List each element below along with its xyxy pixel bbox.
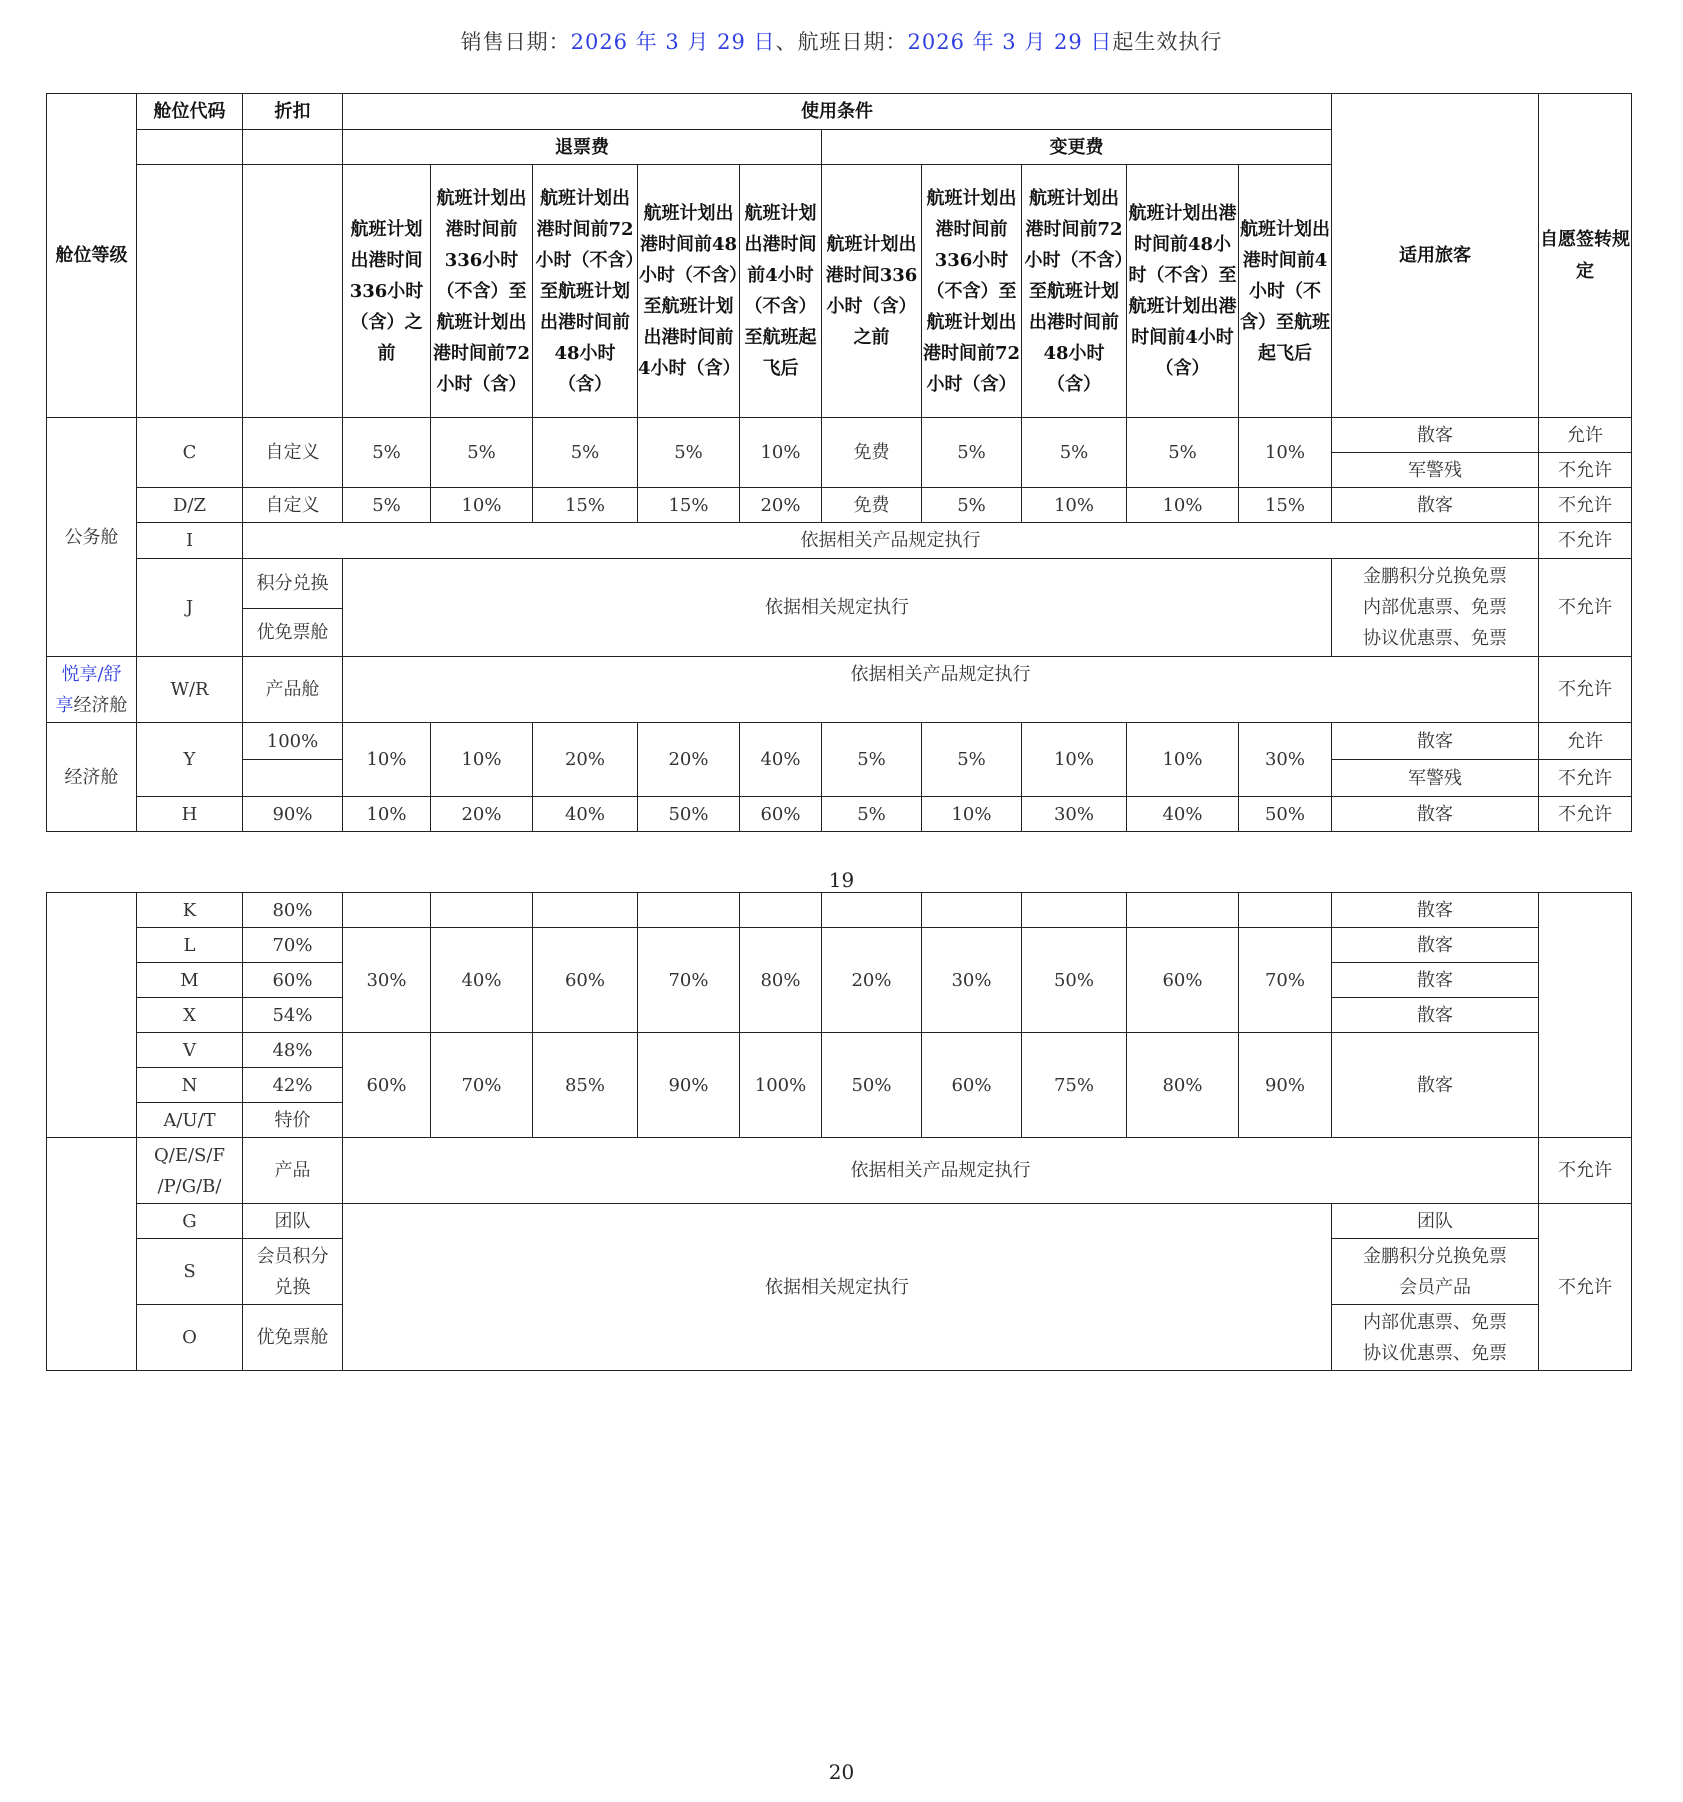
fee-cell: 90% — [638, 1033, 740, 1138]
discount-cell: 80% — [243, 893, 343, 928]
caption-prefix: 销售日期： — [460, 30, 571, 54]
passenger-cell: 散客 — [1332, 1033, 1539, 1138]
page-number-19: 19 — [828, 868, 855, 892]
endorse-cell: 不允许 — [1539, 453, 1632, 488]
fee-cell: 10% — [343, 723, 431, 797]
discount-cell: 自定义 — [243, 488, 343, 523]
discount-cell: 60% — [243, 963, 343, 998]
fee-cell: 20% — [431, 797, 533, 832]
fee-cell: 10% — [922, 797, 1022, 832]
discount-cell: 100% — [243, 723, 343, 760]
fee-cell-empty — [1127, 893, 1239, 928]
caption-suffix: 起生效执行 — [1112, 30, 1223, 54]
fee-cell: 50% — [638, 797, 740, 832]
passenger-cell: 散客 — [1332, 928, 1539, 963]
cabin-code: I — [137, 523, 243, 559]
fee-cell: 5% — [1127, 418, 1239, 488]
refund-col-1: 航班计划出港时间336小时（含）之前 — [343, 165, 431, 418]
endorse-cell: 不允许 — [1539, 657, 1632, 723]
fee-cell-empty — [533, 893, 638, 928]
fee-cell: 免费 — [822, 488, 922, 523]
passenger-line: 内部优惠票、免票 — [1363, 1311, 1507, 1333]
premium-label-part: 悦享/舒 — [61, 663, 122, 685]
fee-cell: 60% — [1127, 928, 1239, 1033]
discount-cell: 42% — [243, 1068, 343, 1103]
fee-cell: 10% — [1022, 723, 1127, 797]
premium-label-part: 享 — [55, 694, 74, 716]
fee-cell: 75% — [1022, 1033, 1127, 1138]
fee-cell: 10% — [1127, 723, 1239, 797]
header-empty — [137, 165, 243, 418]
discount-cell: 产品舱 — [243, 657, 343, 723]
fee-cell: 90% — [1239, 1033, 1332, 1138]
header-conditions: 使用条件 — [343, 94, 1332, 130]
cabin-code: L — [137, 928, 243, 963]
fee-cell: 30% — [922, 928, 1022, 1033]
effective-date-caption — [0, 26, 1683, 56]
fee-cell: 5% — [343, 418, 431, 488]
endorse-cell: 不允许 — [1539, 523, 1632, 559]
fee-cell: 15% — [638, 488, 740, 523]
fee-cell: 5% — [533, 418, 638, 488]
cabin-code: G — [137, 1204, 243, 1239]
passenger-line: 金鹏积分兑换免票 — [1363, 1245, 1507, 1267]
refund-col-5: 航班计划出港时间前4小时（不含）至航班起飞后 — [740, 165, 822, 418]
cabin-code-text: W/R — [170, 679, 209, 700]
discount-cell — [243, 760, 343, 797]
passenger-cell — [1332, 559, 1539, 657]
cabin-code: C — [137, 418, 243, 488]
passenger-line: 内部优惠票、免票 — [1363, 597, 1507, 618]
header-empty — [243, 165, 343, 418]
header-empty — [137, 130, 243, 165]
refund-col-4: 航班计划出港时间前48小时（不含）至航班计划出港时间前4小时（含） — [638, 165, 740, 418]
fee-cell: 70% — [1239, 928, 1332, 1033]
passenger-cell: 散客 — [1332, 998, 1539, 1033]
change-col-3: 航班计划出港时间前72小时（不含）至航班计划出港时间前48小时（含） — [1022, 165, 1127, 418]
fee-cell: 5% — [922, 488, 1022, 523]
fee-cell: 60% — [533, 928, 638, 1033]
fee-cell: 20% — [822, 928, 922, 1033]
cabin-code: V — [137, 1033, 243, 1068]
fee-cell: 60% — [343, 1033, 431, 1138]
fee-cell: 50% — [1022, 928, 1127, 1033]
cabin-code — [137, 657, 243, 723]
passenger-cell: 散客 — [1332, 723, 1539, 760]
fee-cell-empty — [1239, 893, 1332, 928]
discount-line: 会员积分 — [256, 1245, 329, 1267]
fee-cell: 60% — [922, 1033, 1022, 1138]
discount-cell: 积分兑换 — [243, 559, 343, 609]
endorse-cell: 允许 — [1539, 418, 1632, 453]
fee-cell: 10% — [1022, 488, 1127, 523]
fee-cell: 15% — [533, 488, 638, 523]
change-col-2: 航班计划出港时间前336小时（不含）至航班计划出港时间前72小时（含） — [922, 165, 1022, 418]
fee-cell: 85% — [533, 1033, 638, 1138]
cabin-code: O — [137, 1305, 243, 1371]
cabin-class-empty — [47, 1138, 137, 1371]
fee-cell: 40% — [1127, 797, 1239, 832]
cabin-code: M — [137, 963, 243, 998]
fee-cell: 5% — [638, 418, 740, 488]
sales-date: 2026 年 3 月 29 日 — [570, 30, 776, 54]
header-cabin-code: 舱位代码 — [137, 94, 243, 130]
fee-cell: 80% — [740, 928, 822, 1033]
passenger-line: 协议优惠票、免票 — [1363, 1342, 1507, 1364]
fee-cell-empty — [1022, 893, 1127, 928]
fee-cell: 80% — [1127, 1033, 1239, 1138]
discount-cell: 优免票舱 — [243, 609, 343, 657]
flight-date: 2026 年 3 月 29 日 — [907, 30, 1113, 54]
discount-cell: 自定义 — [243, 418, 343, 488]
cabin-class-business: 公务舱 — [47, 418, 137, 657]
fee-cell: 20% — [533, 723, 638, 797]
page-number-20: 20 — [828, 1760, 855, 1784]
change-col-1: 航班计划出港时间336小时（含）之前 — [822, 165, 922, 418]
passenger-cell: 团队 — [1332, 1204, 1539, 1239]
fee-cell: 10% — [431, 488, 533, 523]
fee-cell: 100% — [740, 1033, 822, 1138]
cabin-code: N — [137, 1068, 243, 1103]
endorse-cell: 不允许 — [1539, 488, 1632, 523]
endorse-cell: 不允许 — [1539, 797, 1632, 832]
header-refund-fee: 退票费 — [343, 130, 822, 165]
fee-cell: 50% — [822, 1033, 922, 1138]
fee-cell: 30% — [343, 928, 431, 1033]
refund-col-2: 航班计划出港时间前336小时（不含）至航班计划出港时间前72小时（含） — [431, 165, 533, 418]
fee-cell: 5% — [431, 418, 533, 488]
fee-cell: 30% — [1239, 723, 1332, 797]
fee-cell: 50% — [1239, 797, 1332, 832]
change-col-5: 航班计划出港时间前4小时（不含）至航班起飞后 — [1239, 165, 1332, 418]
rule-text: 依据相关规定执行 — [343, 559, 1332, 657]
header-change-fee: 变更费 — [822, 130, 1332, 165]
rule-text: 依据相关产品规定执行 — [343, 1138, 1539, 1204]
cabin-code: A/U/T — [137, 1103, 243, 1138]
passenger-cell: 军警残 — [1332, 760, 1539, 797]
endorse-cell: 不允许 — [1539, 1138, 1632, 1204]
header-cabin-class: 舱位等级 — [47, 94, 137, 418]
fare-rules-table-page20 — [46, 892, 1632, 1371]
cabin-code: H — [137, 797, 243, 832]
fee-cell: 5% — [343, 488, 431, 523]
header-endorse: 自愿签转规定 — [1539, 94, 1632, 418]
header-passengers: 适用旅客 — [1332, 94, 1539, 418]
rule-text: 依据相关规定执行 — [343, 1204, 1332, 1371]
passenger-cell: 散客 — [1332, 893, 1539, 928]
fee-cell: 70% — [431, 1033, 533, 1138]
fee-cell: 60% — [740, 797, 822, 832]
fee-cell: 40% — [740, 723, 822, 797]
cabin-code: X — [137, 998, 243, 1033]
fee-cell: 10% — [431, 723, 533, 797]
endorse-cell: 不允许 — [1539, 559, 1632, 657]
cabin-class-premium-economy — [47, 657, 137, 723]
fee-cell: 免费 — [822, 418, 922, 488]
passenger-cell: 散客 — [1332, 797, 1539, 832]
header-empty — [243, 130, 343, 165]
discount-cell — [243, 1239, 343, 1305]
passenger-cell — [1332, 1239, 1539, 1305]
discount-cell: 特价 — [243, 1103, 343, 1138]
passenger-cell: 散客 — [1332, 488, 1539, 523]
rule-text: 依据相关产品规定执行 — [343, 657, 1539, 723]
discount-cell: 90% — [243, 797, 343, 832]
fee-cell-empty — [822, 893, 922, 928]
cabin-code-line: /P/G/B/ — [157, 1175, 222, 1197]
discount-cell: 产品 — [243, 1138, 343, 1204]
cabin-code: D/Z — [137, 488, 243, 523]
fee-cell: 5% — [1022, 418, 1127, 488]
refund-col-3: 航班计划出港时间前72小时（不含）至航班计划出港时间前48小时（含） — [533, 165, 638, 418]
fare-rules-table-page19 — [46, 93, 1632, 832]
fee-cell: 10% — [1239, 418, 1332, 488]
cabin-code-line: Q/E/S/F — [154, 1144, 225, 1166]
cabin-class-economy: 经济舱 — [47, 723, 137, 832]
cabin-code: K — [137, 893, 243, 928]
discount-cell: 团队 — [243, 1204, 343, 1239]
fee-cell: 5% — [822, 723, 922, 797]
fee-cell-empty — [922, 893, 1022, 928]
fee-cell: 10% — [343, 797, 431, 832]
cabin-code: S — [137, 1239, 243, 1305]
passenger-cell: 军警残 — [1332, 453, 1539, 488]
discount-cell: 优免票舱 — [243, 1305, 343, 1371]
endorse-cell: 不允许 — [1539, 760, 1632, 797]
endorse-cell-empty — [1539, 893, 1632, 1138]
passenger-line: 会员产品 — [1399, 1276, 1471, 1298]
cabin-class-empty — [47, 893, 137, 1138]
passenger-cell — [1332, 1305, 1539, 1371]
fee-cell: 40% — [431, 928, 533, 1033]
cabin-code: Y — [137, 723, 243, 797]
fee-cell: 20% — [638, 723, 740, 797]
caption-mid: 、航班日期： — [775, 30, 908, 54]
passenger-cell: 散客 — [1332, 963, 1539, 998]
header-discount: 折扣 — [243, 94, 343, 130]
fee-cell: 10% — [740, 418, 822, 488]
endorse-cell: 不允许 — [1539, 1204, 1632, 1371]
fee-cell-empty — [343, 893, 431, 928]
discount-cell: 70% — [243, 928, 343, 963]
premium-label-part: 经济舱 — [73, 694, 128, 716]
cabin-code: J — [137, 559, 243, 657]
fee-cell: 5% — [922, 418, 1022, 488]
fee-cell-empty — [638, 893, 740, 928]
fee-cell: 70% — [638, 928, 740, 1033]
discount-line: 兑换 — [274, 1276, 311, 1298]
passenger-line: 金鹏积分兑换免票 — [1363, 566, 1507, 587]
fee-cell: 40% — [533, 797, 638, 832]
fee-cell: 30% — [1022, 797, 1127, 832]
discount-cell: 48% — [243, 1033, 343, 1068]
fee-cell: 15% — [1239, 488, 1332, 523]
fee-cell: 10% — [1127, 488, 1239, 523]
discount-cell: 54% — [243, 998, 343, 1033]
rule-text: 依据相关产品规定执行 — [243, 523, 1539, 559]
fee-cell-empty — [740, 893, 822, 928]
fee-cell-empty — [431, 893, 533, 928]
passenger-cell: 散客 — [1332, 418, 1539, 453]
fee-cell: 5% — [922, 723, 1022, 797]
fee-cell: 5% — [822, 797, 922, 832]
cabin-code — [137, 1138, 243, 1204]
endorse-cell: 允许 — [1539, 723, 1632, 760]
passenger-line: 协议优惠票、免票 — [1363, 628, 1507, 649]
fee-cell: 20% — [740, 488, 822, 523]
change-col-4: 航班计划出港时间前48小时（不含）至航班计划出港时间前4小时（含） — [1127, 165, 1239, 418]
